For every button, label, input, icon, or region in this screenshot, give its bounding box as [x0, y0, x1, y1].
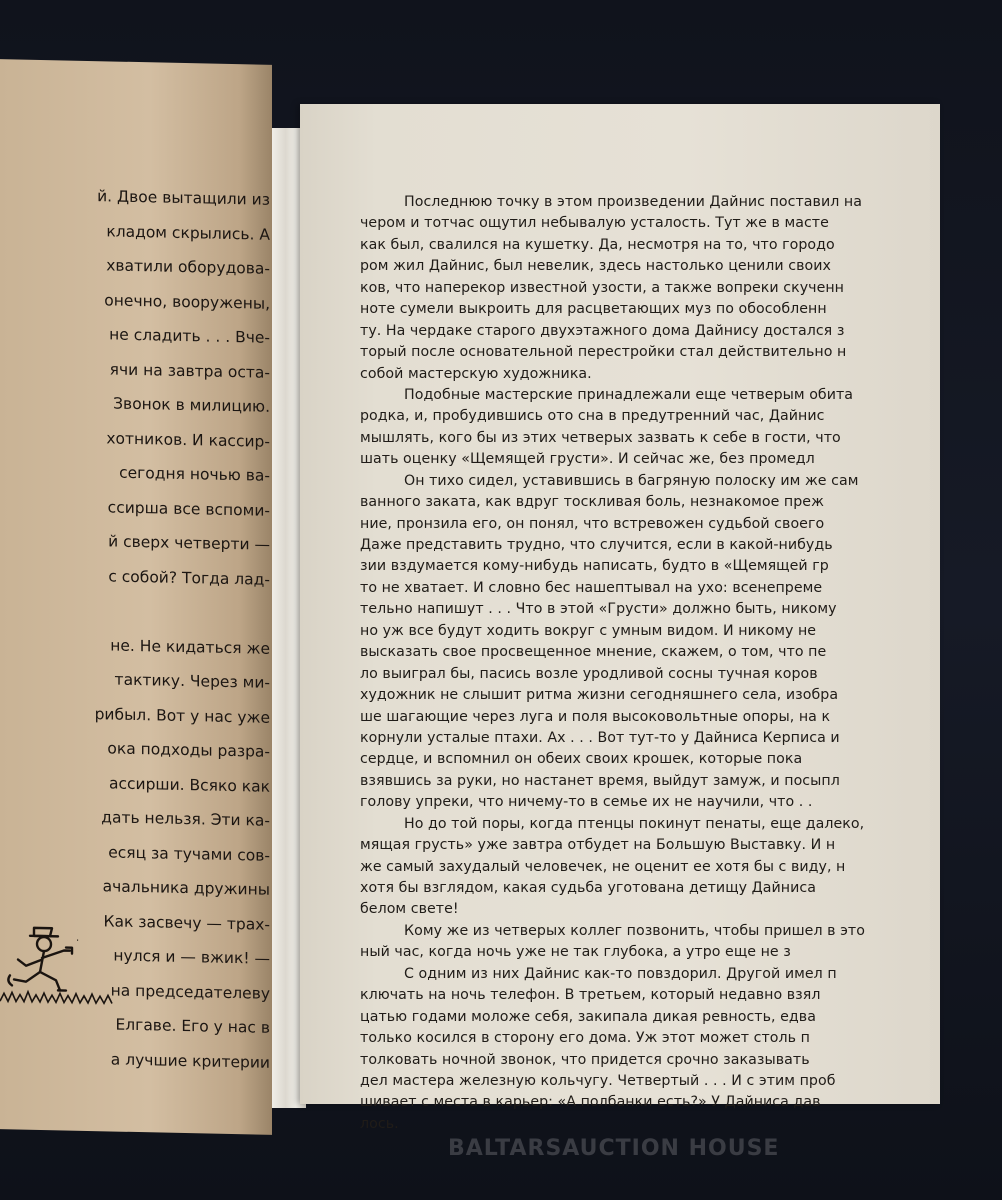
right-text-line: С одним из них Дайнис как-то повздорил. Другой имел п: [404, 965, 837, 982]
right-page: [300, 104, 940, 1132]
left-text-line: есяц за тучами сов-: [108, 842, 270, 865]
left-text-line: дать нельзя. Эти ка-: [101, 808, 270, 830]
left-text-line: ачальника дружины: [102, 877, 270, 899]
right-text-line: чером и тотчас ощутил небывалую усталость. Тут же в масте: [360, 215, 829, 232]
right-text-line: ние, пронзила его, он понял, что встревожен судьбой своего: [360, 515, 825, 532]
left-text-line: ассирши. Всяко как: [108, 773, 270, 796]
right-text-line: зии вздумается кому-нибудь написать, будто в «Щемящей гр: [360, 558, 829, 575]
right-text-line: шивает с места в карьер: «А полбанки есть?» У Дайниса дав: [360, 1094, 821, 1111]
right-text-line: то не хватает. И словно бес нашептывал на ухо: всенепреме: [360, 579, 823, 596]
watermark: BALTARSAUCTION HOUSE: [448, 1136, 780, 1161]
right-text-line: родка, и, пробудившись ото сна в предутренний час, Дайнис: [360, 408, 825, 425]
right-text-line: ков, что наперекор известной узости, а также вопреки скученн: [360, 279, 845, 296]
right-text-line: хотя бы взглядом, какая судьба уготована детищу Дайниса: [360, 880, 816, 896]
left-text-line: онечно, вооружены,: [104, 290, 270, 313]
left-text-line: с собой? Тогда лад-: [108, 566, 270, 589]
right-text-line: мышлять, кого бы из этих четверых зазвать к себе в гости, что: [360, 429, 841, 446]
right-text-line: собой мастерскую художника.: [360, 365, 592, 382]
right-text-line: корнули усталые птахи. Ах . . . Вот тут-то у Дайниса Керписа и: [360, 729, 840, 746]
left-text-line: на председателеву: [110, 980, 270, 1003]
right-text-line: Но до той поры, когда птенцы покинут пенаты, еще далеко,: [404, 815, 865, 832]
left-text-line: ока подходы разра-: [107, 739, 270, 761]
left-text-line: хватили оборудова-: [106, 256, 270, 278]
right-text-line: Последнюю точку в этом произведении Дайнис поставил на: [404, 194, 862, 210]
left-text-line: й сверх четверти —: [108, 532, 270, 554]
left-text-line: Как засвечу — трах-: [103, 911, 270, 934]
right-text-line: ше шагающие через луга и поля высоковольтные опоры, на к: [360, 708, 831, 725]
right-text-line: ноте сумели выкроить для расцветающих муз по обособленн: [360, 301, 827, 318]
right-text-line: ный час, когда ночь уже не так глубока, а утро еще не з: [360, 944, 791, 961]
left-text-line: й. Двое вытащили из: [97, 187, 270, 209]
left-text-line: не сладить . . . Вче-: [109, 325, 270, 347]
right-text-line: Кому же из четверых коллег позвонить, чтобы пришел в это: [404, 922, 865, 939]
right-text-line: ло выиграл бы, пасись возле уродливой сосны тучная коров: [360, 665, 818, 682]
right-text-line: но уж все будут ходить вокруг с умным видом. И никому не: [360, 622, 817, 639]
right-text-line: ту. На чердаке старого двухэтажного дома Дайнису достался з: [360, 322, 845, 339]
right-page-text: [360, 192, 1002, 1135]
right-text-line: мящая грусть» уже завтра отбудет на Большую Выставку. И н: [360, 837, 836, 854]
left-text-line: хотников. И кассир-: [106, 428, 270, 451]
right-text-line: взявшись за руки, но настанет время, выйдут замуж, и посыпл: [360, 772, 840, 789]
left-text-line: ячи на завтра оста-: [109, 359, 270, 382]
left-text-line: нулся и — вжик! —: [113, 946, 270, 968]
left-page: [0, 59, 272, 1135]
right-text-line: цатью годами моложе себя, закипала дикая ревность, едва: [360, 1008, 816, 1025]
right-text-line: художник не слышит ритма жизни сегодняшнего села, изобра: [360, 687, 839, 704]
left-text-line: а лучшие критерии: [110, 1049, 270, 1072]
right-text-line: ключать на ночь телефон. В третьем, который недавно взял: [360, 987, 821, 1004]
right-text-line: Даже представить трудно, что случится, если в какой-нибудь: [360, 537, 833, 553]
right-text-line: ром жил Дайнис, был невелик, здесь настолько ценили своих: [360, 258, 831, 275]
right-text-line: высказать свое просвещенное мнение, скажем, о том, что пе: [360, 644, 827, 661]
left-text-line: Звонок в милицию.: [113, 394, 270, 416]
right-text-line: только косился в сторону его дома. Уж этот может столь п: [360, 1030, 810, 1047]
left-text-line: Елгаве. Его у нас в: [115, 1015, 270, 1037]
right-text-line: голову упреки, что ничему-то в семье их не научили, что . .: [360, 794, 813, 811]
right-text-line: же самый захудалый человечек, не оценит ее хотя бы с виду, н: [360, 858, 846, 875]
right-text-line: толковать ночной звонок, что придется срочно заказывать: [360, 1051, 810, 1068]
left-text-line: не. Не кидаться же: [110, 635, 270, 658]
right-text-line: Подобные мастерские принадлежали еще четверым обита: [404, 386, 854, 403]
svg-text:.: .: [76, 932, 80, 944]
left-text-line: ссирша все вспоми-: [107, 497, 270, 520]
right-text-line: лось.: [360, 1115, 399, 1132]
left-text-line: тактику. Через ми-: [114, 670, 270, 692]
right-text-line: ванного заката, как вдруг тоскливая боль, незнакомое преж: [360, 494, 824, 511]
right-text-line: шать оценку «Щемящей грусти». И сейчас же, без промедл: [360, 451, 815, 468]
right-text-line: тельно напишут . . . Что в этой «Грусти» должно быть, никому: [360, 601, 837, 618]
right-text-line: сердце, и вспомнил он обеих своих крошек, которые пока: [360, 751, 803, 768]
right-text-line: белом свете!: [360, 901, 459, 918]
right-text-line: дел мастера железную кольчугу. Четвертый . . . И с этим проб: [360, 1072, 836, 1089]
right-text-line: торый после основательной перестройки стал действительно н: [360, 344, 847, 361]
grass-line: [0, 989, 112, 1005]
right-text-line: как был, свалился на кушетку. Да, несмотря на то, что городо: [360, 236, 835, 253]
left-text-line: кладом скрылись. А: [106, 221, 270, 244]
left-text-line: рибыл. Вот у нас уже: [94, 704, 270, 727]
left-text-line: сегодня ночью ва-: [119, 463, 270, 485]
right-text-line: Он тихо сидел, уставившись в багряную полоску им же сам: [404, 472, 859, 489]
